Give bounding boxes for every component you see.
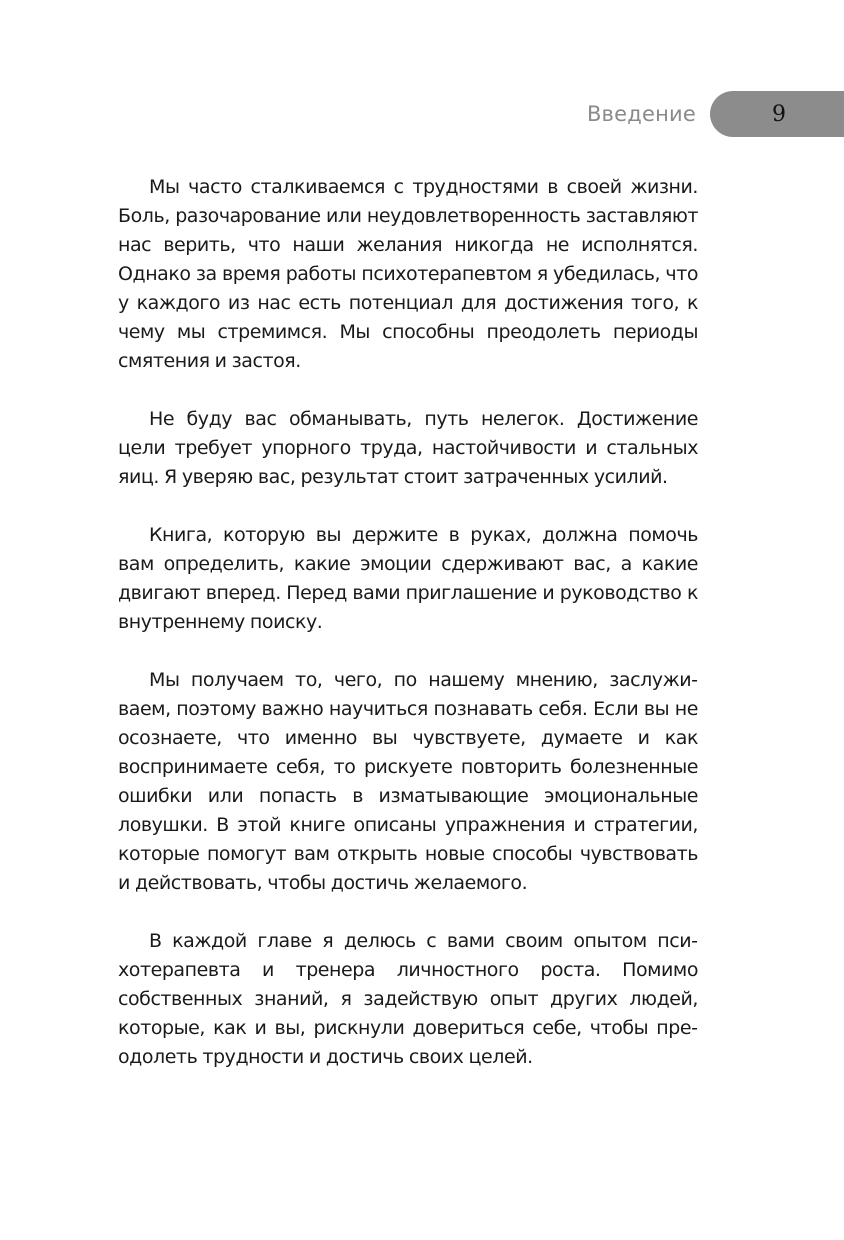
running-head — [587, 91, 844, 137]
paragraph-3: Книга, которую вы держите в руках, должна помочь вам определить, какие эмоции сдерживают вас, а какие двигают вперед. Перед вами приглашение и руководство к внутреннему поиску. — [118, 524, 698, 633]
paragraph-4: Мы получаем то, чего, по нашему мнению, заслуживаем, поэтому важно научиться познавать себя. Если вы не осознаете, что именно вы чувствуете, думаете и как воспринимаете себя, то рискуете повторить болезненные ошибки или попасть в изматывающие эмоциональные ловушки. В этой книге описаны упражнения и стратегии, которые помогут вам открыть новые способы чувствовать и действовать, чтобы достичь желаемого. — [118, 669, 698, 894]
chapter-title: Введение — [586, 102, 696, 126]
page-number-tab — [710, 91, 844, 137]
paragraph-2: Не буду вас обманывать, путь нелегок. Достижение цели требует упорного труда, настойчивости и стальных яиц. Я уверяю вас, результат стоит затраченных усилий. — [118, 408, 698, 488]
page-number: 9 — [772, 101, 786, 127]
body-text — [118, 173, 698, 1101]
paragraph-5: В каждой главе я делюсь с вами своим опытом психотерапевта и тренера личностного роста. Помимо собственных знаний, я задействую опыт других людей, которые, как и вы, рискнули довериться себе, чтобы преодолеть трудности и достичь своих целей. — [118, 930, 698, 1068]
paragraph-1: Мы часто сталкиваемся с трудностями в своей жизни. Боль, разочарование или неудовлетворенность заставляют нас верить, что наши желания никогда не исполнятся. Однако за время работы психотерапевтом я убедилась, что у каждого из нас есть потенциал для достижения того, к чему мы стремимся. Мы способны преодолеть периоды смятения и застоя. — [118, 176, 698, 372]
